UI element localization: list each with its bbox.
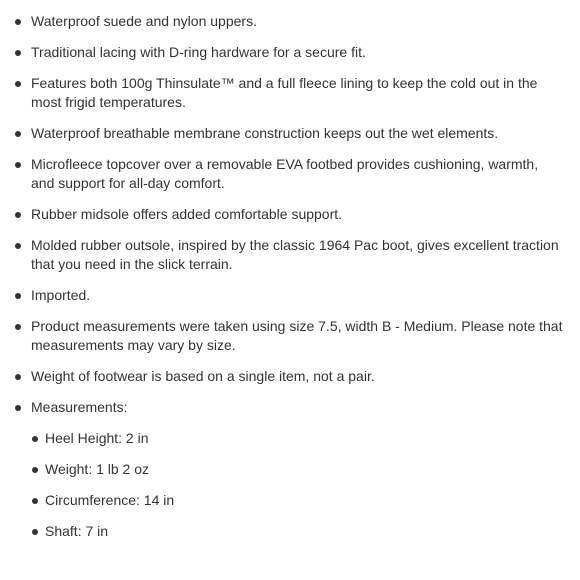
feature-item: Product measurements were taken using size 7.5, width B - Medium. Please note that measurements may vary by size.: [14, 317, 564, 355]
feature-item: Microfleece topcover over a removable EVA footbed provides cushioning, warmth, and support for all-day comfort.: [14, 155, 564, 193]
feature-item: Traditional lacing with D-ring hardware for a secure fit.: [14, 43, 564, 62]
feature-item: Waterproof breathable membrane construction keeps out the wet elements.: [14, 124, 564, 143]
feature-item: Imported.: [14, 286, 564, 305]
measurement-circumference: Circumference: 14 in: [31, 491, 564, 510]
measurement-shaft: Shaft: 7 in: [31, 522, 564, 541]
feature-item: Molded rubber outsole, inspired by the classic 1964 Pac boot, gives excellent traction that you need in the slick terrain.: [14, 236, 564, 274]
feature-item: Weight of footwear is based on a single item, not a pair.: [14, 367, 564, 386]
measurements-label: Measurements:: [31, 399, 128, 415]
measurements-list: [31, 429, 564, 541]
feature-item: Rubber midsole offers added comfortable support.: [14, 205, 564, 224]
feature-item: Features both 100g Thinsulate™ and a full fleece lining to keep the cold out in the most frigid temperatures.: [14, 74, 564, 112]
measurement-weight: Weight: 1 lb 2 oz: [31, 460, 564, 479]
feature-list: [14, 12, 564, 541]
measurements-item: [14, 398, 564, 541]
feature-item: Waterproof suede and nylon uppers.: [14, 12, 564, 31]
measurement-heel-height: Heel Height: 2 in: [31, 429, 564, 448]
